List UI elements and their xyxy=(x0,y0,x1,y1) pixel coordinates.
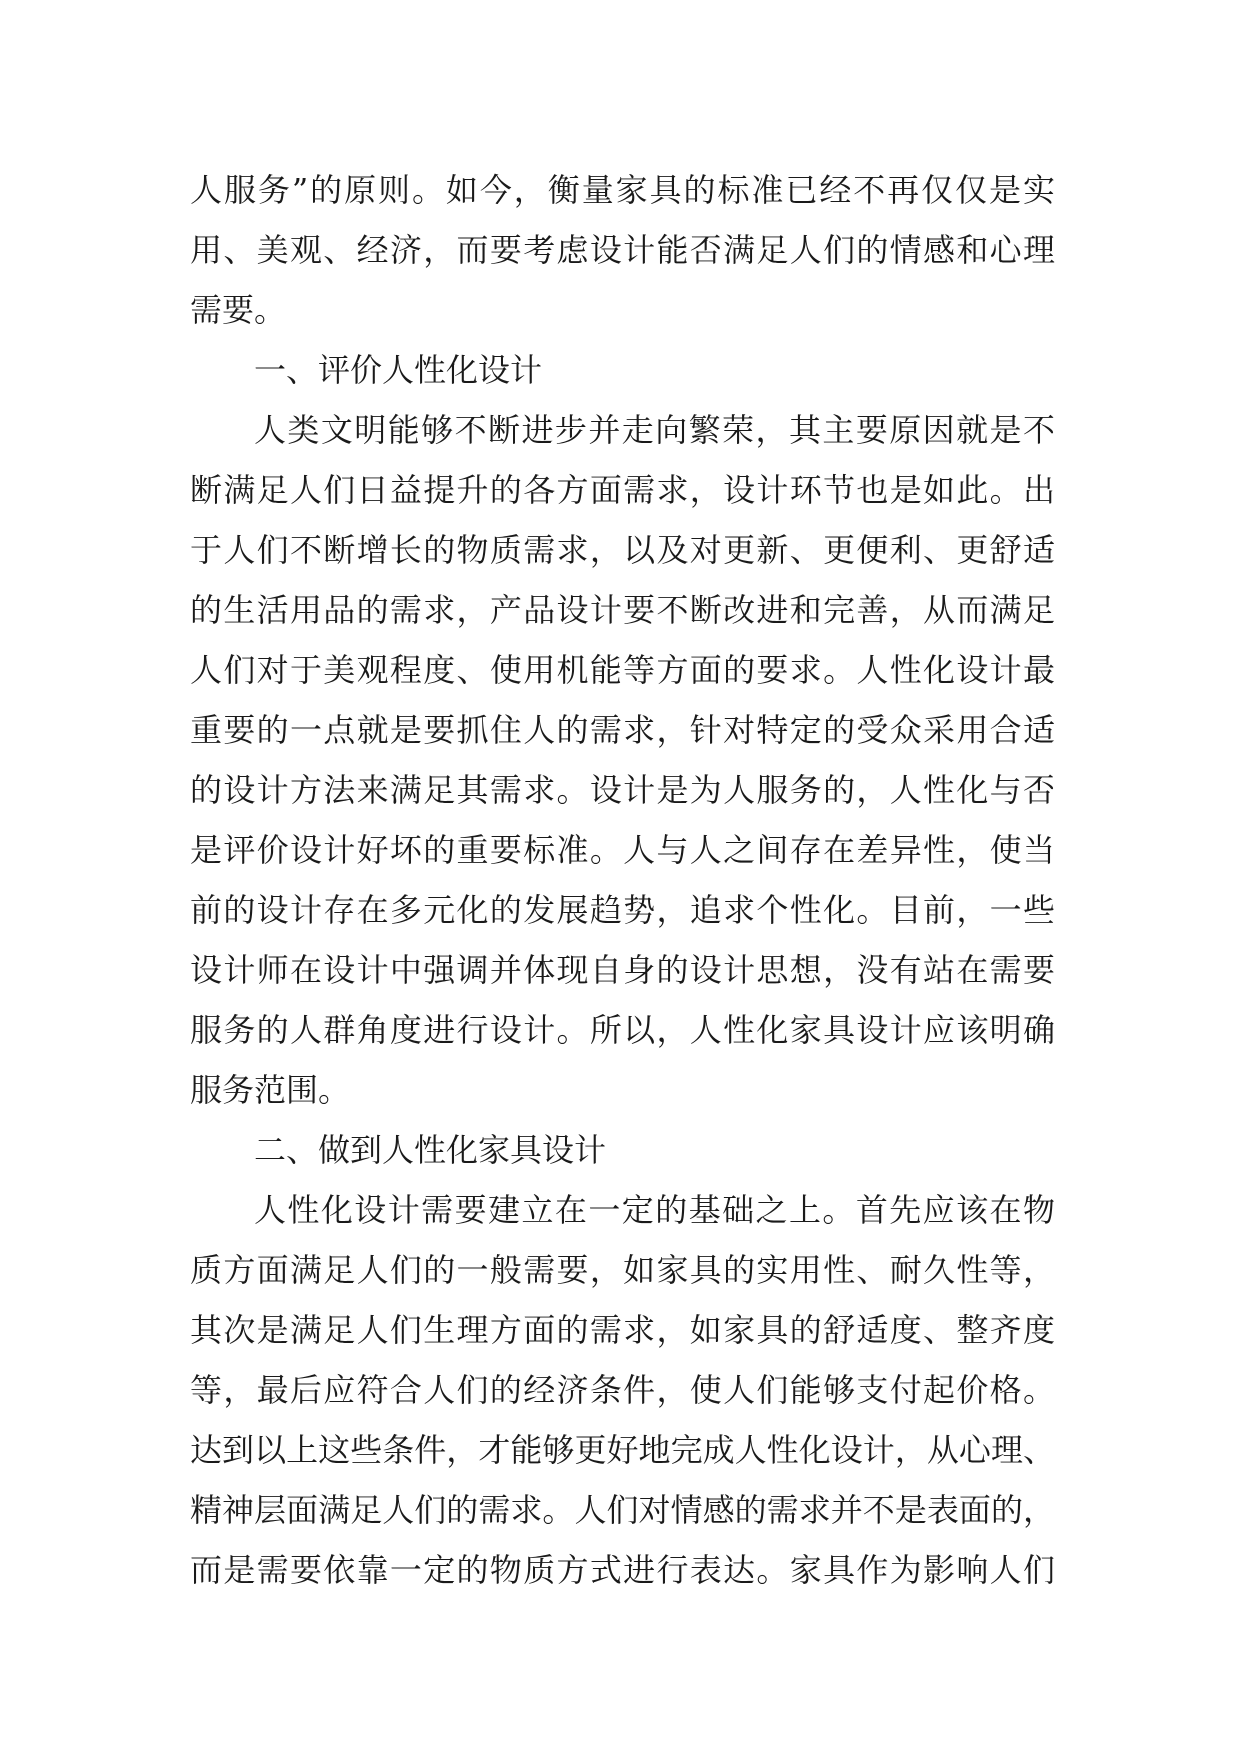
text-line: 精神层面满足人们的需求。人们对情感的需求并不是表面的， xyxy=(190,1491,1055,1529)
text-line: 用、美观、经济，而要考虑设计能否满足人们的情感和心理 xyxy=(190,231,1055,269)
text-line: 人们对于美观程度、使用机能等方面的要求。人性化设计最 xyxy=(190,651,1055,689)
text-line: 断满足人们日益提升的各方面需求，设计环节也是如此。出 xyxy=(190,471,1055,509)
text-line: 设计师在设计中强调并体现自身的设计思想，没有站在需要 xyxy=(190,951,1055,989)
text-line: 达到以上这些条件，才能够更好地完成人性化设计，从心理、 xyxy=(190,1431,1055,1469)
text-line: 的设计方法来满足其需求。设计是为人服务的，人性化与否 xyxy=(190,771,1055,809)
text-line: 质方面满足人们的一般需要，如家具的实用性、耐久性等， xyxy=(190,1251,1055,1289)
text-line: 而是需要依靠一定的物质方式进行表达。家具作为影响人们 xyxy=(190,1551,1055,1589)
body-text xyxy=(190,160,1055,1600)
section-heading-2: 二、做到人性化家具设计 xyxy=(254,1131,607,1169)
text-line: 服务的人群角度进行设计。所以，人性化家具设计应该明确 xyxy=(190,1011,1055,1049)
text-line: 服务范围。 xyxy=(190,1071,351,1109)
text-line: 是评价设计好坏的重要标准。人与人之间存在差异性，使当 xyxy=(190,831,1055,869)
text-line: 于人们不断增长的物质需求，以及对更新、更便利、更舒适 xyxy=(190,531,1055,569)
text-line: 人性化设计需要建立在一定的基础之上。首先应该在物 xyxy=(254,1191,1055,1229)
text-line: 的生活用品的需求，产品设计要不断改进和完善，从而满足 xyxy=(190,591,1055,629)
section-heading-1: 一、评价人性化设计 xyxy=(254,351,543,389)
text-line: 需要。 xyxy=(190,291,287,329)
text-line: 其次是满足人们生理方面的需求，如家具的舒适度、整齐度 xyxy=(190,1311,1055,1349)
text-line: 前的设计存在多元化的发展趋势，追求个性化。目前，一些 xyxy=(190,891,1055,929)
text-line: 人类文明能够不断进步并走向繁荣，其主要原因就是不 xyxy=(254,411,1055,449)
text-line: 重要的一点就是要抓住人的需求，针对特定的受众采用合适 xyxy=(190,711,1055,749)
text-line: 人服务”的原则。如今，衡量家具的标准已经不再仅仅是实 xyxy=(190,171,1055,209)
text-line: 等，最后应符合人们的经济条件，使人们能够支付起价格。 xyxy=(190,1371,1055,1409)
